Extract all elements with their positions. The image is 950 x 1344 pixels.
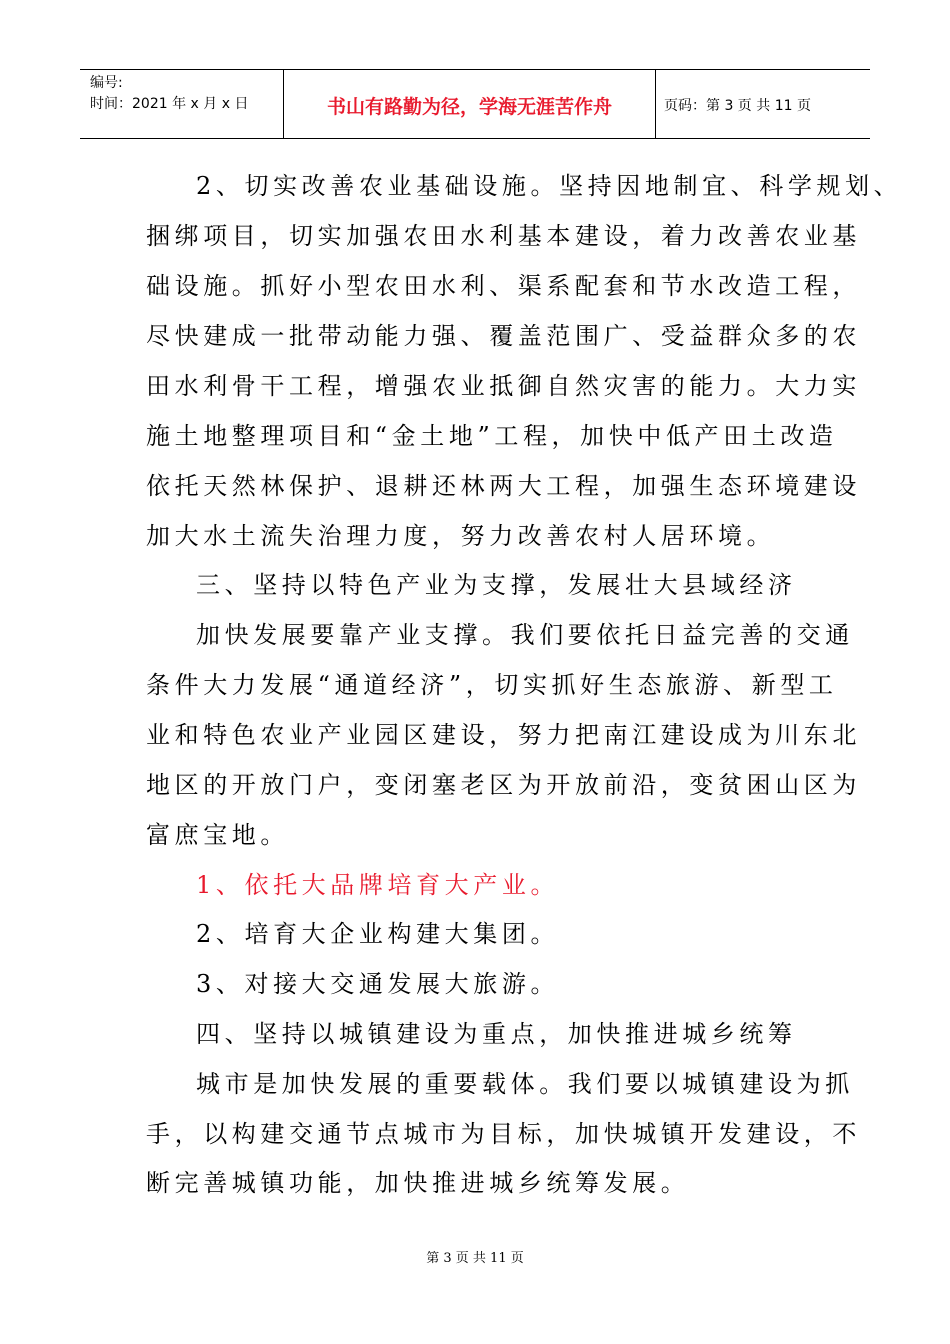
list-item: 2、培育大企业构建大集团。: [196, 920, 560, 948]
document-number-label: 编号:: [90, 75, 123, 91]
paragraph-line: 手，以构建交通节点城市为目标，加快城镇开发建设，不: [146, 1120, 861, 1148]
paragraph-line: 2、切实改善农业基础设施。坚持因地制宜、科学规划、: [196, 172, 903, 200]
document-header: [80, 69, 870, 139]
page-footer: 第 3 页 共 11 页: [426, 1251, 524, 1266]
paragraph-line: 加大水土流失治理力度，努力改善农村人居环境。: [146, 522, 776, 550]
paragraph-line: 捆绑项目，切实加强农田水利基本建设，着力改善农业基: [146, 222, 861, 250]
section-heading: 三、坚持以特色产业为支撑，发展壮大县域经济: [196, 571, 797, 599]
paragraph-line: 城市是加快发展的重要载体。我们要以城镇建设为抓: [196, 1070, 854, 1098]
paragraph-line: 田水利骨干工程，增强农业抵御自然灾害的能力。大力实: [146, 372, 861, 400]
paragraph-line: 断完善城镇功能，加快推进城乡统筹发展。: [146, 1169, 690, 1197]
paragraph-line: 地区的开放门户，变闭塞老区为开放前沿，变贫困山区为: [146, 771, 861, 799]
header-motto: 书山有路勤为径，学海无涯苦作舟: [284, 70, 656, 138]
section-heading: 四、坚持以城镇建设为重点，加快推进城乡统筹: [196, 1020, 797, 1048]
paragraph-line: 依托天然林保护、退耕还林两大工程，加强生态环境建设: [146, 472, 861, 500]
paragraph-line: 富庶宝地。: [146, 821, 289, 849]
paragraph-line: 加快发展要靠产业支撑。我们要依托日益完善的交通: [196, 621, 854, 649]
paragraph-line: 础设施。抓好小型农田水利、渠系配套和节水改造工程，: [146, 272, 861, 300]
paragraph-line: 施土地整理项目和“金土地”工程，加快中低产田土改造: [146, 422, 838, 450]
highlighted-list-item: 1、依托大品牌培育大产业。: [196, 871, 560, 899]
header-page-info: 页码：第 3 页 共 11 页: [664, 98, 811, 114]
header-meta-cell: [80, 70, 284, 138]
document-time-label: 时间：2021 年 x 月 x 日: [90, 96, 249, 112]
paragraph-line: 业和特色农业产业园区建设，努力把南江建设成为川东北: [146, 721, 861, 749]
paragraph-line: 尽快建成一批带动能力强、覆盖范围广、受益群众多的农: [146, 322, 861, 350]
paragraph-line: 条件大力发展“通道经济”，切实抓好生态旅游、新型工: [146, 671, 838, 699]
list-item: 3、对接大交通发展大旅游。: [196, 970, 560, 998]
